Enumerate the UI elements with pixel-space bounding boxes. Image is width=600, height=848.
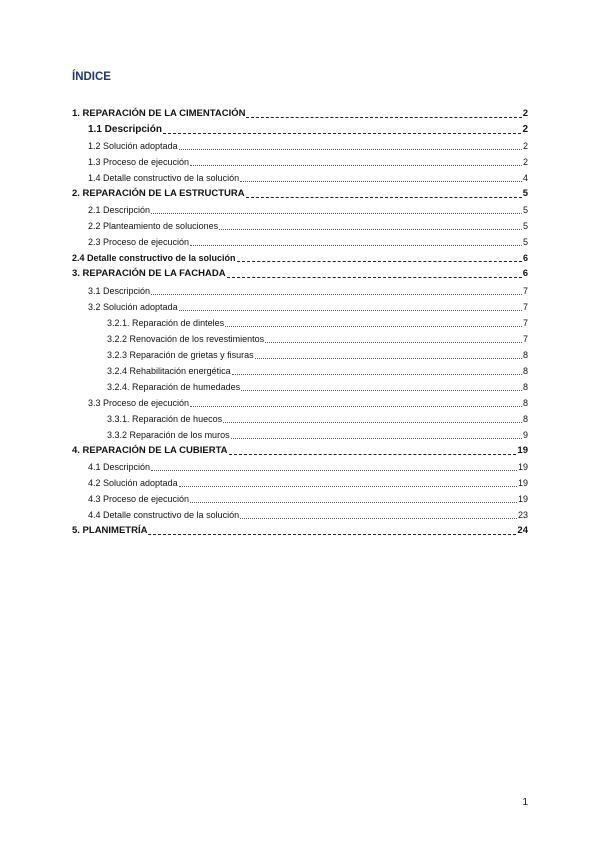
toc-entry-label: 2. REPARACIÓN DE LA ESTRUCTURA [72, 188, 245, 200]
toc-entry-label: 1.3 Proceso de ejecución [88, 157, 190, 168]
toc-entry-label: 3.2.1. Reparación de dinteles [107, 317, 225, 328]
toc-entry-page: 19 [517, 494, 528, 505]
toc-entry[interactable] [72, 301, 528, 313]
toc-leader-dots [232, 365, 522, 375]
toc-entry[interactable] [72, 333, 528, 345]
toc-entry-label: 3.3.2 Reparación de los muros [107, 429, 230, 440]
toc-leader-dots [190, 493, 517, 503]
toc-heading: ÍNDICE [72, 71, 111, 83]
toc-leader-dots [241, 381, 522, 391]
toc-entry-page: 19 [517, 478, 528, 489]
toc-entry[interactable] [72, 349, 528, 361]
toc-entry-label: 3.2.4 Rehabilitación energética [107, 365, 231, 376]
toc-leader-dots [190, 397, 522, 407]
toc-leader-dots [179, 301, 522, 311]
toc-entry-page: 8 [522, 381, 528, 392]
toc-entry-page: 19 [517, 444, 528, 456]
toc-leader-dots [229, 445, 517, 455]
toc-entry[interactable] [72, 172, 528, 184]
toc-entry-page: 9 [522, 429, 528, 440]
toc-leader-dots [190, 156, 522, 166]
toc-entry-page: 6 [522, 268, 528, 280]
page-number: 1 [522, 797, 528, 808]
toc-entry-page: 23 [517, 510, 528, 521]
toc-leader-dots [237, 252, 522, 262]
toc-entry-label: 1.2 Solución adoptada [88, 141, 178, 152]
toc-entry-label: 2.2 Planteamiento de soluciones [88, 221, 219, 232]
toc-entry-page: 7 [522, 333, 528, 344]
toc-entry[interactable] [72, 381, 528, 393]
toc-entry-label: 3.2.2 Renovación de los revestimientos [107, 333, 265, 344]
toc-leader-dots [151, 461, 517, 471]
toc-entry-page: 2 [522, 141, 528, 152]
toc-entry[interactable] [72, 252, 528, 264]
toc-entry[interactable] [72, 124, 528, 136]
toc-leader-dots [225, 317, 522, 327]
toc-leader-dots [227, 268, 522, 278]
toc-entry[interactable] [72, 220, 528, 232]
toc-entry-label: 4.4 Detalle constructivo de la solución [88, 510, 240, 521]
toc-entry-page: 5 [522, 237, 528, 248]
toc-leader-dots [179, 140, 522, 150]
toc-entry[interactable] [72, 317, 528, 329]
toc-entry[interactable] [72, 397, 528, 409]
toc-leader-dots [148, 525, 516, 535]
toc-entry-label: 4.1 Descripción [88, 462, 151, 473]
toc-leader-dots [231, 429, 522, 439]
toc-leader-dots [179, 477, 517, 487]
toc-entry-label: 3.2 Solución adoptada [88, 301, 178, 312]
toc-entry-label: 5. PLANIMETRÍA [72, 525, 148, 537]
toc-leader-dots [240, 172, 522, 182]
toc-leader-dots [240, 509, 517, 519]
toc-entry-label: 4. REPARACIÓN DE LA CUBIERTA [72, 444, 228, 456]
toc-entry-page: 2 [522, 124, 528, 136]
toc-entry-page: 19 [517, 462, 528, 473]
toc-entry-label: 1.4 Detalle constructivo de la solución [88, 173, 240, 184]
toc-entry-page: 5 [522, 221, 528, 232]
toc-entry-label: 4.2 Solución adoptada [88, 478, 178, 489]
toc-entry[interactable] [72, 461, 528, 473]
toc-entry-label: 2.3 Proceso de ejecución [88, 237, 190, 248]
toc-leader-dots [246, 108, 521, 118]
toc-leader-dots [223, 413, 522, 423]
toc-leader-dots [246, 188, 522, 198]
toc-entry-page: 8 [522, 349, 528, 360]
toc-entry-label: 3.2.4. Reparación de humedades [107, 381, 241, 392]
toc-entry[interactable] [72, 365, 528, 377]
toc-entry[interactable] [72, 188, 528, 200]
toc-leader-dots [151, 285, 522, 295]
toc-entry[interactable] [72, 445, 528, 457]
toc-entry-label: 3.3 Proceso de ejecución [88, 397, 190, 408]
toc-leader-dots [151, 204, 522, 214]
toc-entry[interactable] [72, 236, 528, 248]
toc-entry-label: 1.1 Descripción [88, 124, 162, 136]
toc-leader-dots [190, 236, 522, 246]
toc-entry[interactable] [72, 477, 528, 489]
toc-entry-page: 7 [522, 317, 528, 328]
toc-entry-label: 3.3.1. Reparación de huecos [107, 413, 223, 424]
toc-entry-label: 3.1 Descripción [88, 285, 151, 296]
toc-entry-page: 2 [522, 157, 528, 168]
toc-entry-label: 3. REPARACIÓN DE LA FACHADA [72, 268, 226, 280]
toc-entry-page: 24 [517, 525, 528, 537]
toc-entry[interactable] [72, 140, 528, 152]
toc-entry[interactable] [72, 204, 528, 216]
toc-entry-page: 5 [522, 188, 528, 200]
toc-entry-label: 1. REPARACIÓN DE LA CIMENTACIÓN [72, 108, 246, 119]
toc-leader-dots [219, 220, 522, 230]
toc-entry-page: 8 [522, 397, 528, 408]
toc-leader-dots [265, 333, 522, 343]
toc-leader-dots [255, 349, 522, 359]
toc-entry-page: 4 [522, 173, 528, 184]
toc-entry-page: 8 [522, 413, 528, 424]
toc-entry-page: 2 [522, 108, 528, 119]
toc-entry[interactable] [72, 429, 528, 441]
toc-entry[interactable] [72, 108, 528, 120]
toc-entry-label: 2.1 Descripción [88, 205, 151, 216]
toc-entry-page: 5 [522, 205, 528, 216]
toc-entry[interactable] [72, 413, 528, 425]
toc-entry-label: 4.3 Proceso de ejecución [88, 494, 190, 505]
toc-entry[interactable] [72, 525, 528, 537]
toc-entry-label: 2.4 Detalle constructivo de la solución [72, 253, 236, 264]
toc-entry[interactable] [72, 509, 528, 521]
toc-entry-label: 3.2.3 Reparación de grietas y fisuras [107, 349, 254, 360]
toc-entry-page: 7 [522, 285, 528, 296]
toc-entry-page: 8 [522, 365, 528, 376]
toc-entry[interactable] [72, 493, 528, 505]
toc-entry-page: 6 [522, 253, 528, 264]
toc-entry[interactable] [72, 268, 528, 280]
toc-entry[interactable] [72, 285, 528, 297]
table-of-contents [72, 108, 528, 541]
toc-entry[interactable] [72, 156, 528, 168]
toc-entry-page: 7 [522, 301, 528, 312]
toc-leader-dots [163, 124, 522, 134]
